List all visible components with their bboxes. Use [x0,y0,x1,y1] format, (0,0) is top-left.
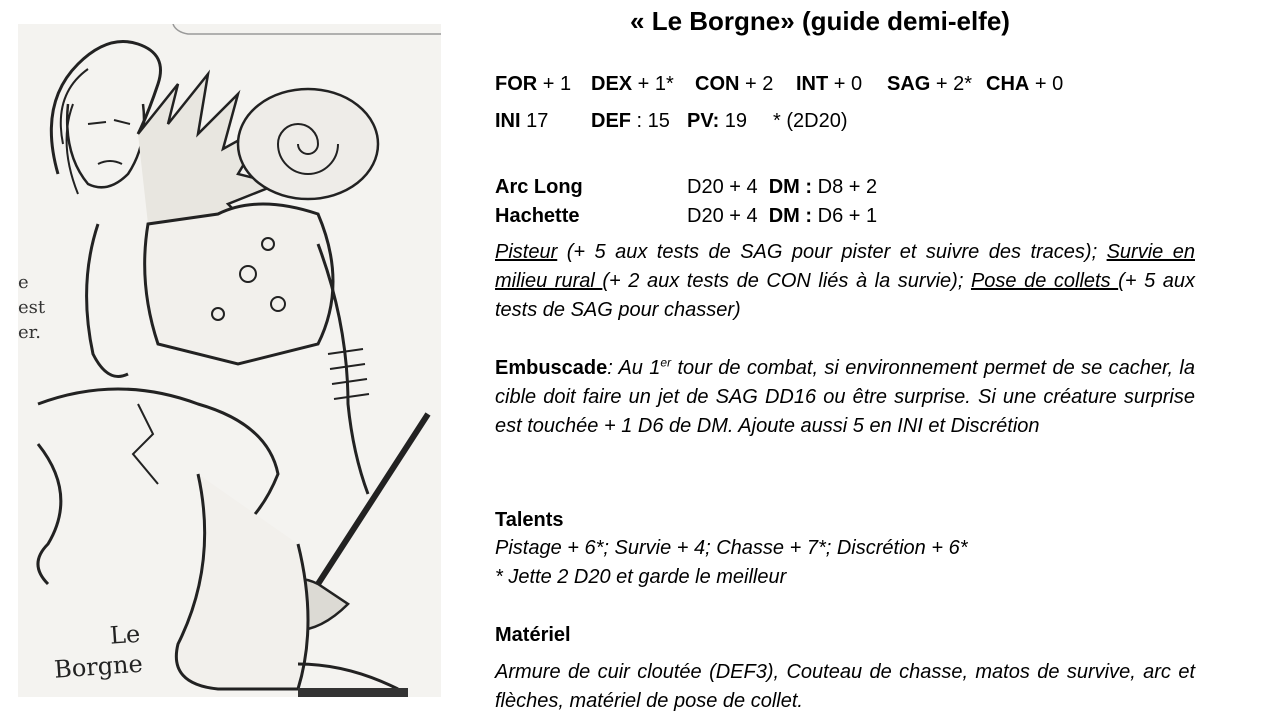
character-sketch [18,24,441,697]
talents-note: * Jette 2 D20 et garde le meilleur [495,566,787,588]
ability-collets: Pose de collets [970,270,1119,292]
stat-cha: CHA + 0 [986,73,1064,95]
stat-note: * (2D20) [773,110,848,132]
stat-def: DEF : 15 [591,110,670,132]
weapon-row [495,173,975,202]
weapon-row [495,202,975,231]
materiel-heading: Matériel [495,624,571,646]
stats-row-1 [495,70,1063,99]
edge-fragment: er. [18,322,42,343]
character-illustration [18,24,441,697]
weapon-stats: D20 + 4 DM : D8 + 2 [687,176,878,198]
edge-fragment: e [18,272,29,293]
weapon-name: Hachette [495,205,580,227]
weapon-stats: D20 + 4 DM : D6 + 1 [687,205,878,227]
illustration-caption [53,619,144,684]
ability-survie: Survie en milieu rural [495,241,1195,292]
stat-con: CON + 2 [695,73,774,95]
talents-line: Pistage + 6*; Survie + 4; Chasse + 7*; Discrétion + 6* [495,537,968,559]
stat-for: FOR + 1 [495,73,572,95]
stat-pv: PV: 19 [687,110,748,132]
weapon-name: Arc Long [495,176,583,198]
embuscade-label: Embuscade [495,357,608,379]
caption-line-2: Borgne [53,649,144,684]
stat-sag: SAG + 2* [887,73,973,95]
page-title: « Le Borgne» (guide demi-elfe) [630,6,1010,36]
talents-heading: Talents [495,509,564,531]
stats-row-2 [495,107,847,136]
stat-dex: DEX + 1* [591,73,674,95]
ability-pisteur: Pisteur [495,241,558,263]
page-edge-fragments [18,270,45,345]
embuscade-paragraph: Embuscade: Au 1er tour de combat, si environnement permet de se cacher, la cible doit faire un jet de SAG DD16 ou être surprise. Si une créature surprise est touchée + 1 D6 de DM. Ajoute aussi 5 en INI et Discrétion [495,355,1195,437]
edge-fragment: est [18,297,46,318]
materiel-text: Armure de cuir cloutée (DEF3), Couteau de chasse, matos de survive, arc et flèches, matériel de pose de collet. [495,661,1195,712]
stat-int: INT + 0 [796,73,863,95]
caption-line-1: Le [109,619,142,650]
stat-ini: INI 17 [495,110,549,132]
abilities-paragraph: Pisteur (+ 5 aux tests de SAG pour pister et suivre des traces); Survie en milieu rural (+ 2 aux tests de CON liés à la survie); Pose de collets (+ 5 aux tests de SAG pour chasser) [495,241,1196,321]
